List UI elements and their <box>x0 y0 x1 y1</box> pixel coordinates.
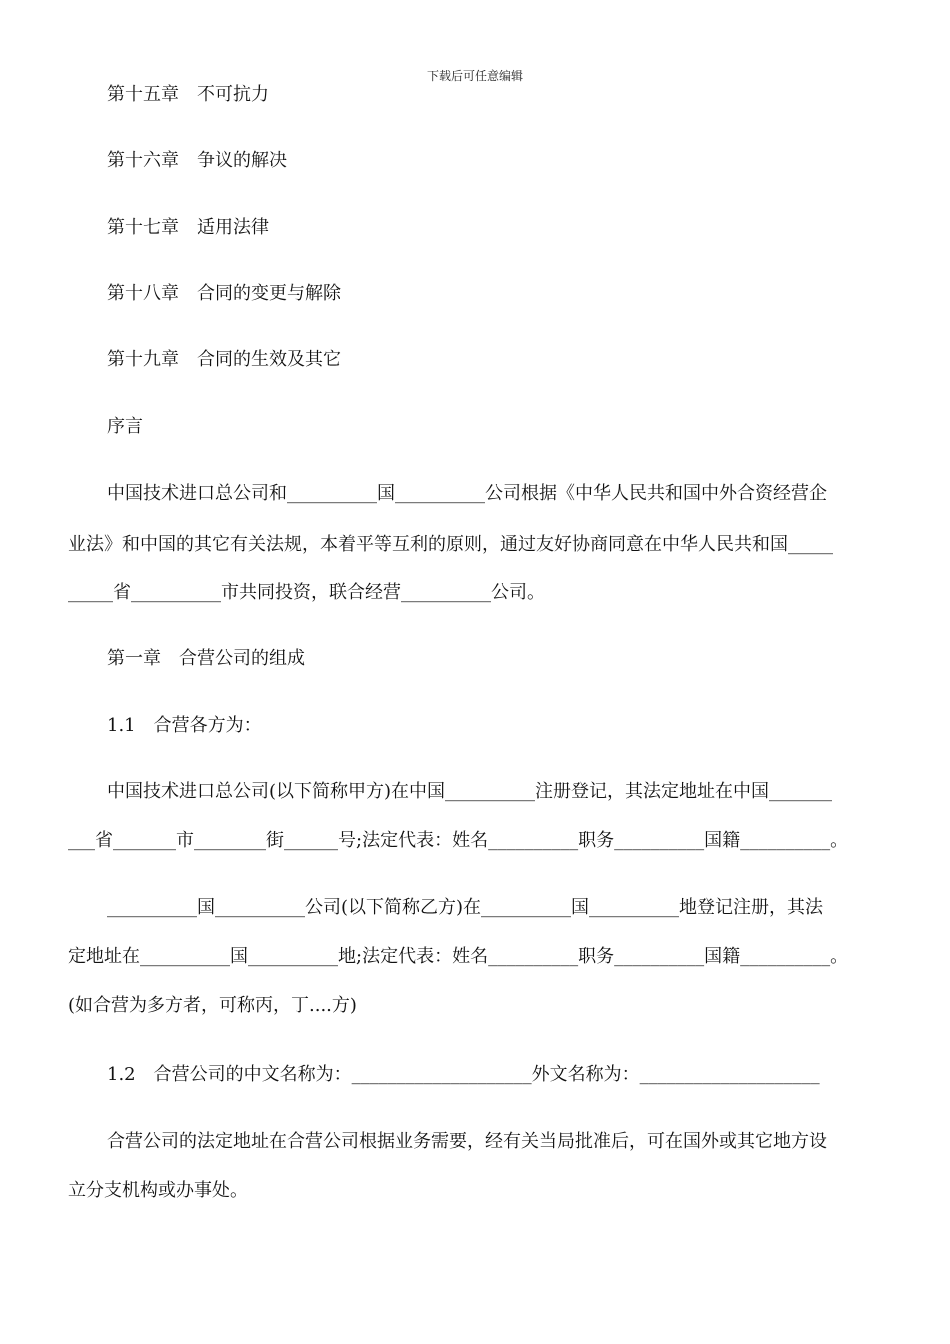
toc-item-15: 第十五章 不可抗力 <box>107 84 269 105</box>
toc-item-19: 第十九章 合同的生效及其它 <box>107 349 341 370</box>
party-a-line-2: ___省_______市________街______号;法定代表：姓名__________职务__________国籍__________。 <box>68 830 849 851</box>
toc-item-16: 第十六章 争议的解决 <box>107 150 287 171</box>
toc-item-18: 第十八章 合同的变更与解除 <box>107 283 341 304</box>
address-line-2: 立分支机构或办事处。 <box>68 1180 248 1201</box>
page-header-note: 下载后可任意编辑 <box>426 69 523 83</box>
preface-line-3: _____省__________市共同投资，联合经营__________公司。 <box>68 582 545 603</box>
address-line-1: 合营公司的法定地址在合营公司根据业务需要，经有关当局批准后，可在国外或其它地方设 <box>107 1131 827 1152</box>
party-b-line-1: __________国__________公司(以下简称乙方)在__________国__________地登记注册，其法 <box>107 897 824 918</box>
preface-line-1: 中国技术进口总公司和__________国__________公司根据《中华人民共和国中外合资经营企 <box>107 483 827 504</box>
party-b-line-2: 定地址在__________国__________地;法定代表：姓名__________职务__________国籍__________。 <box>68 946 849 967</box>
section-1-2-names: 1.2 合营公司的中文名称为：____________________外文名称为：____________________ <box>107 1064 820 1085</box>
preface-heading: 序言 <box>107 416 143 437</box>
preface-line-2: 业法》和中国的其它有关法规，本着平等互利的原则，通过友好协商同意在中华人民共和国_____ <box>68 534 833 555</box>
toc-item-17: 第十七章 适用法律 <box>107 217 269 238</box>
party-b-line-3: (如合营为多方者，可称丙，丁....方) <box>68 995 357 1016</box>
party-a-line-1: 中国技术进口总公司(以下简称甲方)在中国__________注册登记，其法定地址在中国_______ <box>107 781 833 802</box>
chapter1-heading: 第一章 合营公司的组成 <box>107 648 305 669</box>
section-1-1-heading: 1.1 合营各方为： <box>107 715 262 736</box>
